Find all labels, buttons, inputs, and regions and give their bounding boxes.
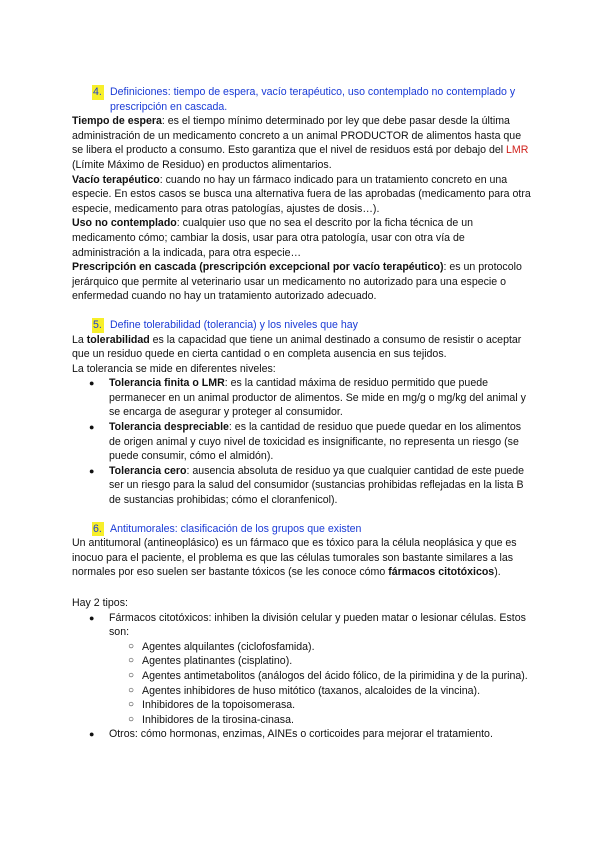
tolerance-levels-list: [72, 376, 534, 507]
antitumoral-text-end: ).: [494, 566, 501, 579]
tiempo-de-espera-text: : es el tiempo mínimo determinado por ley que debe pasar desde la última administración de un medicamento concreto a un animal PRODUCTOR de alimentos hasta que se libera el producto a consumo. Esto garantiza que el nivel de residuos está por debajo del: [72, 115, 522, 157]
section-4-heading: [92, 85, 534, 114]
section-5-heading: [92, 318, 534, 333]
vacio-terapeutico-text: : cuando no hay un fármaco indicado para un tratamiento concreto en una especie. En estos casos se busca una alternativa fuera de las aprobadas (medicamento para otra especie, medicamento para otras patologías, ajustes de dosis…).: [72, 173, 531, 215]
farmacos-citotoxicos-term: fármacos citotóxicos: [388, 566, 495, 579]
uso-no-contemplado-term: Uso no contemplado: [72, 217, 177, 230]
tolerabilidad-text: es la capacidad que tiene un animal destinado a consumo de resistir o aceptar que un residuo quede en cierta cantidad o en completa ausencia en sus tejidos.: [72, 333, 522, 361]
tolerancia-despreciable-term: Tolerancia despreciable: [109, 421, 229, 434]
tolerancia-despreciable-text: : es la cantidad de residuo que puede quedar en los alimentos de origen animal y cuyo nivel de toxicidad es insignificante, no representa un riesgo (se puede consumir, cómo el almidón).: [109, 421, 522, 463]
list-item: ○ Agentes alquilantes (ciclofosfamida).: [109, 640, 534, 655]
list-item: ● Otros: cómo hormonas, enzimas, AINEs o corticoides para mejorar el tratamiento.: [72, 727, 534, 742]
tolerabilidad-term: tolerabilidad: [86, 333, 150, 346]
lmr-term: LMR: [506, 144, 529, 157]
citotoxicos-text: Fármacos citotóxicos: inhiben la división celular y pueden matar o lesionar células. Estos son:: [109, 611, 526, 639]
tolerancia-finita-text: : es la cantidad máxima de residuo permitido que puede permanecer en un animal productor de alimentos. Se mide en mg/g o mg/kg del animal y se encarga de asegurar y proteger al consumidor.: [109, 377, 526, 419]
vacio-terapeutico-paragraph: [72, 173, 534, 217]
prescripcion-cascada-paragraph: [72, 260, 534, 304]
section-4-title: Definiciones: tiempo de espera, vacío terapéutico, uso contemplado no contemplado y prescripción en cascada.: [110, 86, 516, 113]
list-item: ○ Agentes platinantes (cisplatino).: [109, 654, 534, 669]
niveles-intro: La tolerancia se mide en diferentes niveles:: [72, 362, 276, 375]
section-6-heading: [92, 522, 534, 537]
uso-no-contemplado-paragraph: [72, 216, 534, 260]
section-5-title: Define tolerabilidad (tolerancia) y los niveles que hay: [110, 318, 358, 331]
list-item: ○ Inhibidores de la topoisomerasa.: [109, 698, 534, 713]
section-6-title: Antitumorales: clasificación de los grupos que existen: [110, 522, 362, 535]
vacio-terapeutico-term: Vacío terapéutico: [72, 173, 160, 186]
uso-no-contemplado-text: : cualquier uso que no sea el descrito por la ficha técnica de un medicamento cómo; cambiar la dosis, usar para otra patología, usar con otra vía de administración a la indicada, para otra especie…: [72, 217, 473, 259]
tolerabilidad-paragraph: [72, 333, 534, 362]
tiempo-de-espera-paragraph: [72, 114, 534, 172]
tiempo-de-espera-text-end: (Límite Máximo de Residuo) en productos alimentarios.: [72, 158, 332, 171]
tolerancia-cero-text: : ausencia absoluta de residuo ya que cualquier cantidad de este puede ser un riesgo para la salud del consumidor (sustancias prohibidas reflejadas en la lista B de sustancias prohibidas; cómo el cloranfenicol).: [109, 464, 525, 507]
tolerancia-finita-term: Tolerancia finita o LMR: [109, 377, 225, 390]
document-content: [72, 85, 534, 742]
list-item: ○ Inhibidores de la tirosina-cinasa.: [109, 713, 534, 728]
list-item: [72, 376, 534, 420]
prescripcion-cascada-text: : es un protocolo jerárquico que permite al veterinario usar un medicamento no autorizado para una especie o enfermedad cuando no hay un tratamiento autorizado adecuado.: [72, 261, 522, 303]
list-item: [72, 420, 534, 464]
antitumoral-paragraph: [72, 536, 534, 580]
tolerancia-cero-term: Tolerancia cero: [109, 464, 187, 477]
prescripcion-cascada-term: Prescripción en cascada (prescripción excepcional por vacío terapéutico): [72, 261, 444, 274]
agents-list: [109, 640, 534, 728]
tipos-heading: Hay 2 tipos:: [72, 597, 128, 609]
list-item: ○ Agentes inhibidores de huso mitótico (taxanos, alcaloides de la vincina).: [109, 684, 534, 699]
tipos-list: [72, 611, 534, 742]
list-item: [72, 611, 534, 728]
list-item: ○ Agentes antimetabolitos (análogos del ácido fólico, de la pirimidina y de la purina).: [109, 669, 534, 684]
section-6-number: 6.: [93, 522, 102, 535]
section-5-number: 5.: [93, 318, 102, 331]
antitumoral-text: Un antitumoral (antineoplásico) es un fármaco que es tóxico para la célula neoplásica y que es inocuo para el paciente, el problema es que las células tumorales son bastante similares a las normales por eso suelen ser bastante tóxicos (se les conoce cómo: [72, 537, 517, 579]
section-4-number: 4.: [93, 86, 102, 98]
list-item: [72, 464, 534, 508]
tolerabilidad-pre: La: [72, 333, 87, 346]
tiempo-de-espera-term: Tiempo de espera: [72, 115, 162, 128]
